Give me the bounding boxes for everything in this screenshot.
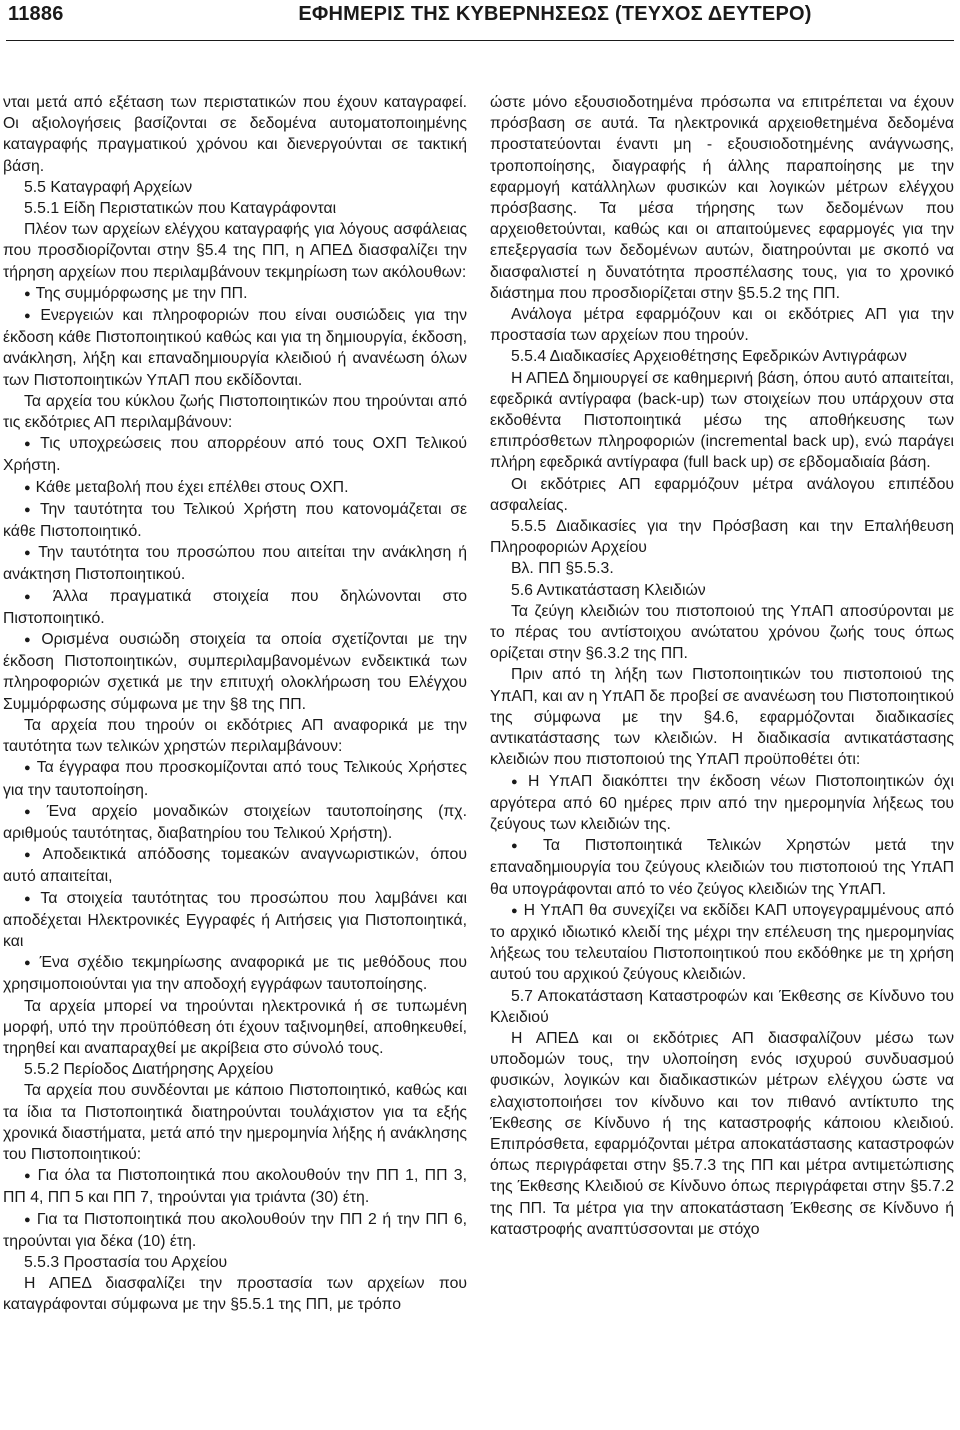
paragraph-text: ώστε μόνο εξουσιοδοτημένα πρόσωπα να επιτρέπεται να έχουν πρόσβαση σε αυτά. Τα ηλεκτρονικά αρχειοθετημένα δεδομένα προστατεύονται έναντι μη - εξουσιοδοτημένης ανάγνωσης, τροποποίησης, διαγραφής ή άλλης παραποίησης με την εφαρμογή κατάλληλων φυσικών και λογικών μέτρων ελέγχου πρόσβασης. Τα μέσα τήρησης των δεδομένων που αρχειοθετούνται, καθώς και οι απαιτούμενες εφαρμογές για την επεξεργασία των δεδομένων αυτών, διατηρούνται με σκοπό να διασφαλιστεί η δυνατότητα προσπέλασης τους, για το χρονικό διάστημα που προσδιορίζεται στην §5.5.2 της ΠΠ. — [490, 94, 954, 302]
paragraph-text: 5.6 Αντικατάσταση Κλειδιών — [511, 581, 706, 599]
paragraph-text: Τα αρχεία του κύκλου ζωής Πιστοποιητικών που τηρούνται από τις εκδότριες ΑΠ περιλαμβάνουν: — [3, 392, 467, 432]
bullet-paragraph — [3, 305, 467, 391]
paragraph-text: Για τα Πιστοποιητικά που ακολουθούν την ΠΠ 2 ή την ΠΠ 6, τηρούνται για δέκα (10) έτη. — [3, 1210, 467, 1250]
paragraph-text: Η ΑΠΕΔ δημιουργεί σε καθημερινή βάση, όπου αυτό απαιτείται, εφεδρικά αντίγραφα (back-up) των στοιχείων που υπάρχουν στα εκδοθέντα Πιστοποιητικά μέσω της αποθήκευσης των επιπρόσθετων πληροφοριών (incremental back up), ενώ παράγει πλήρη εφεδρικά αντίγραφα (full back up) σε εβδομαδιαία βάση. — [490, 369, 954, 472]
paragraph-text: Ανάλογα μέτρα εφαρμόζουν και οι εκδότριες ΑΠ για την προστασία των αρχείων που τηρούν. — [490, 306, 954, 345]
paragraph-text: 5.5.5 Διαδικασίες για την Πρόσβαση και την Επαλήθευση Πληροφοριών Αρχείου — [490, 518, 954, 557]
bullet-paragraph — [490, 771, 954, 836]
page-number: 11886 — [8, 3, 64, 25]
paragraph-text: Η ΑΠΕΔ διασφαλίζει την προστασία των αρχείων που καταγράφονται σύμφωνα με την §5.5.1 της ΠΠ, με τρόπο — [3, 1275, 467, 1314]
paragraph-text: 5.5.4 Διαδικασίες Αρχειοθέτησης Εφεδρικών Αντιγράφων — [511, 348, 907, 366]
paragraph-text: 5.7 Αποκατάσταση Καταστροφών και Έκθεσης σε Κίνδυνο του Κλειδιού — [490, 987, 954, 1026]
bullet-paragraph — [3, 888, 467, 953]
bullet-paragraph — [3, 1165, 467, 1208]
paragraph-text: Πλέον των αρχείων ελέγχου καταγραφής για λόγους ασφάλειας που προσδιορίζονται στην §5.4 της ΠΠ, η ΑΠΕΔ διασφαλίζει την τήρηση αρχείων που περιλαμβάνουν τεκμηρίωση των ακόλουθων: — [3, 221, 467, 281]
bullet-paragraph — [3, 433, 467, 476]
bullet-paragraph — [3, 629, 467, 715]
paragraph-text: Η ΑΠΕΔ και οι εκδότριες ΑΠ διασφαλίζουν μέσω των υποδομών τους, την υλοποίηση ενός ισχυρού συνδυασμού φυσικών, λογικών και διαδικαστικών μέτρων ελέγχου ώστε να ελαχιστοποιήσει τον κίνδυνο και τον πιθανό αντίκτυπο της Έκθεσης σε Κίνδυνο ή της καταστροφής κάποιου κλειδιού. Επιπρόσθετα, εφαρμόζονται μέτρα αποκατάστασης καταστροφών όπως περιγράφεται στην §5.7.3 της ΠΠ και μέτρα αντιμετώπισης της Έκθεσης Κλειδιού σε Κίνδυνο όπως περιγράφεται στην §5.7.2 της ΠΠ. Τα μέτρα για την αποκατάσταση Έκθεσης σε Κίνδυνο ή καταστροφής αναπτύσσονται με στόχο — [490, 1029, 954, 1238]
paragraph-text: Ένα σχέδιο τεκμηρίωσης αναφορικά με τις μεθόδους που χρησιμοποιούνται για την αποδοχή εγγράφων ταυτοποίησης. — [3, 954, 467, 994]
paragraph — [490, 92, 954, 304]
paragraph-text: Ένα αρχείο μοναδικών στοιχείων ταυτοποίησης (πχ. αριθμούς ταυτότητας, διαβατηρίου του Τελικού Χρήστη). — [3, 802, 467, 842]
paragraph — [490, 664, 954, 770]
paragraph — [490, 1028, 954, 1240]
paragraph-text: Τα αρχεία που συνδέονται με κάποιο Πιστοποιητικό, καθώς και τα ίδια τα Πιστοποιητικά διατηρούνται τουλάχιστον για τα εξής χρονικά διαστήματα, μετά από την ημερομηνία λήξης ή ανάκλησης του Πιστοποιητικού: — [3, 1082, 467, 1163]
bullet-paragraph — [490, 900, 954, 986]
paragraph-text: Άλλα πραγματικά στοιχεία που δηλώνονται στο Πιστοποιητικό. — [3, 587, 467, 627]
bullet-paragraph — [3, 542, 467, 585]
paragraph — [3, 1252, 467, 1273]
gazette-title: ΕΦΗΜΕΡΙΣ ΤΗΣ ΚΥΒΕΡΝΗΣΕΩΣ (ΤΕΥΧΟΣ ΔΕΥΤΕΡΟ) — [298, 3, 812, 25]
paragraph-text: Για όλα τα Πιστοποιητικά που ακολουθούν την ΠΠ 1, ΠΠ 3, ΠΠ 4, ΠΠ 5 και ΠΠ 7, τηρούνται για τριάντα (30) έτη. — [3, 1167, 467, 1207]
bullet-paragraph — [3, 283, 467, 305]
paragraph — [3, 219, 467, 283]
paragraph-text: Βλ. ΠΠ §5.5.3. — [511, 560, 614, 578]
paragraph-text: Η ΥπΑΠ θα συνεχίζει να εκδίδει ΚΑΠ υπογεγραμμένους από το αρχικό ιδιωτικό κλειδί της μέχρι την επέλευση της ημερομηνίας λήξεως του τελευταίου Πιστοποιητικού που εκδόθηκε με τη χρήση αυτού του αρχικού ζεύγους κλειδιών. — [490, 901, 954, 984]
paragraph — [3, 92, 467, 177]
paragraph-text: Τα ζεύγη κλειδιών του πιστοποιού της ΥπΑΠ αποσύρονται με το πέρας του αντίστοιχου ανώτατου χρόνου ζωής τους όπως ορίζεται στην §6.3.2 της ΠΠ. — [490, 602, 954, 663]
paragraph-text: 5.5.2 Περίοδος Διατήρησης Αρχείου — [24, 1061, 274, 1079]
bullet-paragraph — [490, 835, 954, 900]
paragraph — [490, 601, 954, 665]
paragraph-text: Αποδεικτικά απόδοσης τομεακών αναγνωριστικών, όπου αυτό απαιτείται, — [3, 846, 467, 886]
paragraph — [3, 391, 467, 433]
paragraph-text: 5.5.1 Είδη Περιστατικών που Καταγράφονται — [24, 200, 337, 218]
paragraph — [490, 558, 954, 579]
bullet-paragraph — [3, 477, 467, 499]
paragraph — [3, 996, 467, 1060]
bullet-paragraph — [3, 952, 467, 995]
paragraph — [3, 1273, 467, 1315]
paragraph-text: Την ταυτότητα του προσώπου που αιτείται την ανάκληση ή ανάκτηση Πιστοποιητικού. — [3, 544, 467, 584]
paragraph-text: Ενεργειών και πληροφοριών που είναι ουσιώδεις για την έκδοση κάθε Πιστοποιητικού καθώς και για τη δημιουργία, έκδοση, ανάκληση, λήξη και επαναδημιουργία κλειδιού ή ανανέωση όλων των Πιστοποιητικών ΥπΑΠ που εκδίδονται. — [3, 307, 467, 389]
left-column — [3, 92, 467, 1316]
paragraph-text: Ορισμένα ουσιώδη στοιχεία τα οποία σχετίζονται με την έκδοση Πιστοποιητικών, συμπεριλαμβανομένων ενδεικτικά των πληροφοριών σχετικά με την επιτυχή ολοκλήρωση του Ελέγχου Συμμόρφωσης σύμφωνα με την §8 της ΠΠ. — [3, 631, 467, 713]
paragraph — [490, 304, 954, 346]
paragraph-text: Πριν από τη λήξη των Πιστοποιητικών του πιστοποιού της ΥπΑΠ, και αν η ΥπΑΠ δε προβεί σε ανανέωση του Πιστοποιητικού της σύμφωνα με την §4.6, εφαρμόζονται διαδικασίες αντικατάστασης των κλειδιών. Η διαδικασία αντικατάστασης κλειδιών που πιστοποιού της ΥπΑΠ προϋποθέτει ότι: — [490, 666, 954, 769]
paragraph-text: Τα αρχεία που τηρούν οι εκδότριες ΑΠ αναφορικά με την ταυτότητα των τελικών χρηστών περιλαμβάνουν: — [3, 716, 467, 756]
paragraph-text: Οι εκδότριες ΑΠ εφαρμόζουν μέτρα ανάλογου επιπέδου ασφαλείας. — [490, 475, 954, 514]
paragraph — [3, 177, 467, 198]
paragraph — [3, 198, 467, 219]
paragraph — [490, 474, 954, 516]
paragraph-text: 5.5 Καταγραφή Αρχείων — [24, 178, 193, 196]
paragraph-text: Κάθε μεταβολή που έχει επέλθει στους ΟΧΠ. — [35, 478, 349, 496]
paragraph — [3, 1059, 467, 1080]
paragraph-text: Τα Πιστοποιητικά Τελικών Χρηστών μετά την επαναδημιουργία του ζεύγους κλειδιών του πιστοποιού της ΥπΑΠ θα υπογράφονται από το νέο ζεύγος κλειδιών της ΥπΑΠ. — [490, 837, 954, 898]
paragraph-text: νται μετά από εξέταση των περιστατικών που έχουν καταγραφεί. Οι αξιολογήσεις βασίζονται σε δεδομένα αυτοματοποιημένης καταγραφής πραγματικού χρόνου και διενεργούνται σε τακτική βάση. — [3, 94, 467, 175]
paragraph — [490, 346, 954, 367]
paragraph-text: Την ταυτότητα του Τελικού Χρήστη που κατονομάζεται σε κάθε Πιστοποιητικό. — [3, 500, 467, 541]
paragraph — [490, 368, 954, 474]
paragraph — [490, 580, 954, 601]
bullet-paragraph — [3, 801, 467, 844]
paragraph — [490, 516, 954, 558]
bullet-paragraph — [3, 1209, 467, 1252]
paragraph-text: Της συμμόρφωσης με την ΠΠ. — [35, 284, 248, 302]
paragraph-text: Τα έγγραφα που προσκομίζονται από τους Τελικούς Χρήστες για την ταυτοποίηση. — [3, 759, 467, 799]
paragraph — [3, 1080, 467, 1165]
bullet-paragraph — [3, 844, 467, 887]
bullet-paragraph — [3, 499, 467, 542]
paragraph-text: Τις υποχρεώσεις που απορρέουν από τους ΟΧΠ Τελικού Χρήστη. — [3, 435, 467, 475]
paragraph — [3, 715, 467, 757]
paragraph-text: 5.5.3 Προστασία του Αρχείου — [24, 1253, 228, 1271]
paragraph-text: Η ΥπΑΠ διακόπτει την έκδοση νέων Πιστοποιητικών όχι αργότερα από 60 ημέρες πριν από την ημερομηνία λήξεως του ζεύγους των κλειδιών της. — [490, 772, 954, 833]
right-column — [490, 92, 954, 1240]
paragraph-text: Τα στοιχεία ταυτότητας του προσώπου που λαμβάνει και αποδέχεται Ηλεκτρονικές Εγγραφές ή Αιτήσεις για Πιστοποιητικά, και — [3, 889, 467, 950]
bullet-paragraph — [3, 586, 467, 629]
page-header — [6, 0, 954, 41]
paragraph-text: Τα αρχεία μπορεί να τηρούνται ηλεκτρονικά ή σε τυπωμένη μορφή, υπό την προϋπόθεση ότι έχουν ταξινομηθεί, αποθηκευθεί, τηρηθεί και αναπαραχθεί με ακρίβεια στο σύνολό τους. — [3, 997, 467, 1057]
paragraph — [490, 986, 954, 1028]
bullet-paragraph — [3, 757, 467, 800]
